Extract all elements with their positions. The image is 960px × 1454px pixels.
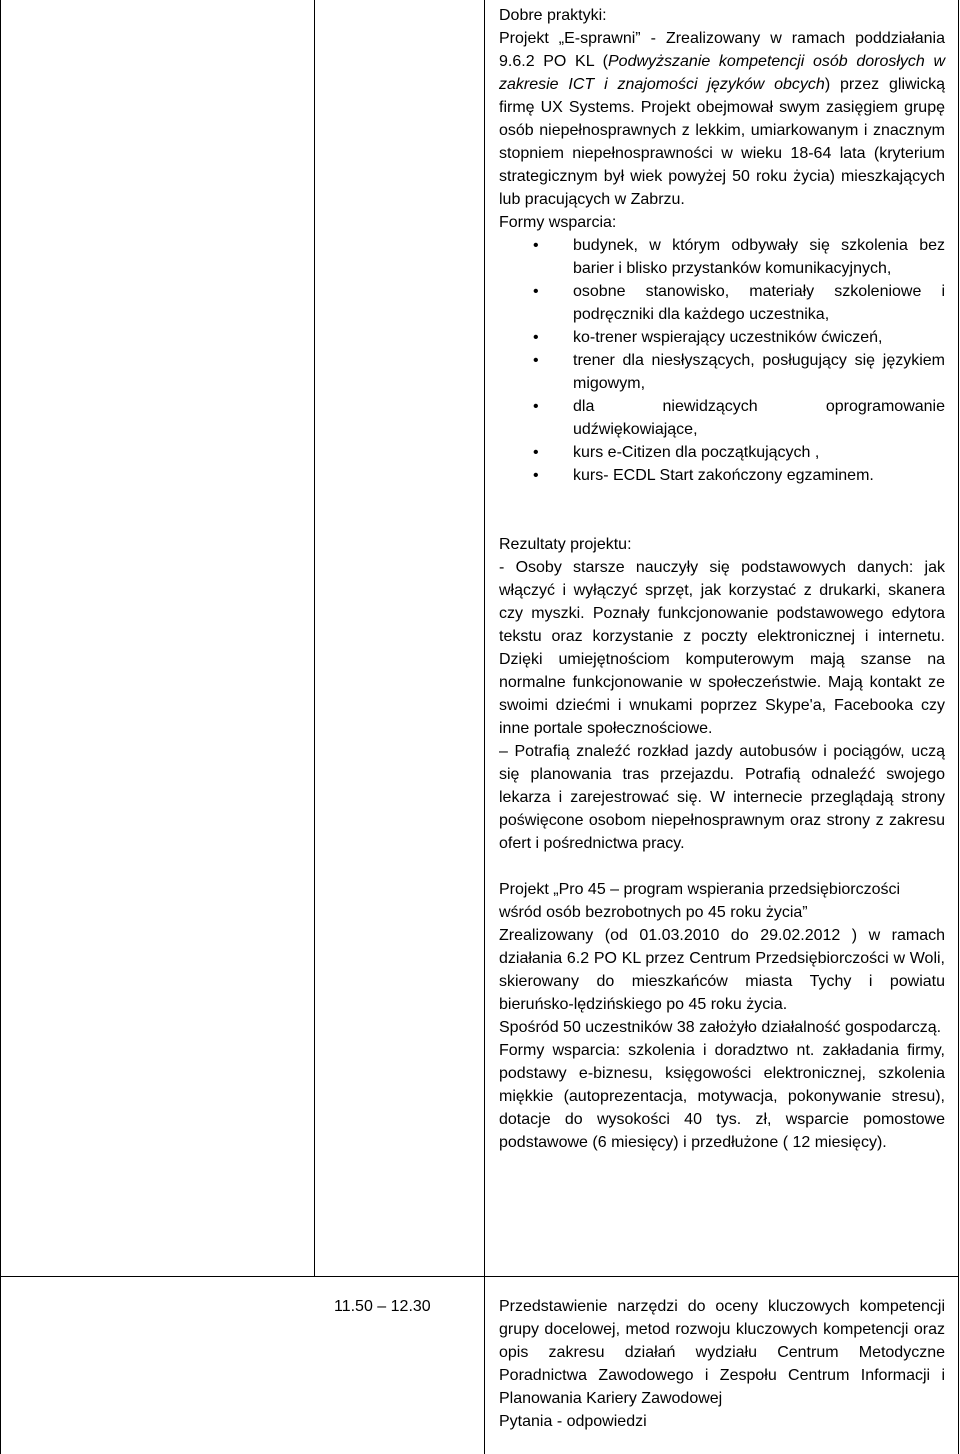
table-divider-time [314,0,315,1276]
agenda-time: 11.50 – 12.30 [334,1298,431,1315]
intro-text-italic: Podwyższanie kompetencji osób dorosłych w zakresie ICT i znajomości języków obcych [499,53,946,93]
project-pro45-realization: Zrealizowany (od 01.03.2010 do 29.02.2012 ) w ramach działania 6.2 PO KL przez Centrum Przedsiębiorczości w Woli, skierowany do mieszkańców miasta Tychy i powiatu bieruńsko-lędzińskiego po 45 roku życia. [499,927,945,1013]
table-border-left [0,0,1,1454]
list-item-text: trener dla niesłyszących, posługujący się językiem migowym, [573,352,945,392]
spacer [499,510,945,533]
bullet-icon: • [533,444,539,461]
list-item [499,441,945,464]
agenda-description-cell [499,1295,945,1433]
agenda-qa: Pytania - odpowiedzi [499,1413,647,1430]
intro-text-start: Projekt „E-sprawni” - Zrealizowany w ramach poddziałania 9.6.2 PO KL ( [499,30,945,70]
bullet-icon: • [533,283,539,300]
list-item-text: kurs e-Citizen dla początkujących , [573,444,820,461]
spacer [499,855,945,878]
bullet-icon: • [533,329,539,346]
list-item-text: ko-trener wspierający uczestników ćwiczeń, [573,329,883,346]
table-divider-main [484,0,485,1454]
list-item [499,349,945,395]
bullet-icon: • [533,352,539,369]
list-item-text: dla niewidzących oprogramowanie udźwiękowiające, [573,398,945,438]
project-pro45-title: Projekt „Pro 45 – program wspierania przedsiębiorczości wśród osób bezrobotnych po 45 roku życia” [499,881,901,921]
intro-text-end: ) przez gliwicką firmę UX Systems. Projekt obejmował swym zasięgiem grupę osób niepełnosprawnych z lekkim, umiarkowanym i znacznym stopniem niepełnosprawności w wieku 18-64 lata (kryterium strategicznym był wiek powyżej 50 roku życia) mieszkających lub pracujących w Zabrzu. [499,76,946,208]
list-item [499,280,945,326]
good-practices-heading: Dobre praktyki: [499,7,607,24]
project-results-heading: Rezultaty projektu: [499,536,632,553]
bullet-icon: • [533,398,539,415]
forms-of-support-heading: Formy wsparcia: [499,214,617,231]
project-results-paragraph: - Osoby starsze nauczyły się podstawowych danych: jak włączyć i wyłączyć sprzęt, jak korzystać z drukarki, skanera czy myszki. Poznały funkcjonowanie podstawowego edytora tekstu oraz korzystanie z poczty elektronicznej i internetu. Dzięki umiejętnościom komputerowym mają szanse na normalne funkcjonowanie w społeczeństwie. Mają kontakt ze swoimi dziećmi i wnukami poprzez Skype'a, Facebooka czy inne portale społecznościowe. [499,559,945,737]
main-content-cell [499,4,945,1154]
agenda-description: Przedstawienie narzędzi do oceny kluczowych kompetencji grupy docelowej, metod rozwoju kluczowych kompetencji oraz opis zakresu działań wydziału Centrum Metodyczne Poradnictwa Zawodowego i Zespołu Centrum Informacji i Planowania Kariery Zawodowej [499,1298,945,1407]
table-row-separator [0,1276,959,1277]
bullet-icon: • [533,237,539,254]
list-item [499,395,945,441]
list-item [499,326,945,349]
project-e-sprawni-description [499,27,945,211]
spacer [499,487,945,510]
list-item [499,464,945,487]
list-item-text: osobne stanowisko, materiały szkoleniowe i podręczniki dla każdego uczestnika, [573,283,945,323]
project-pro45-forms: Formy wsparcia: szkolenia i doradztwo nt. zakładania firmy, podstawy e-biznesu, księgowości elektronicznej, szkolenia miękkie (autoprezentacja, motywacja, pokonywanie stresu), dotacje do wysokości 40 tys. zł, wsparcie pomostowe podstawowe (6 miesięcy) i przedłużone ( 12 miesięcy). [499,1042,945,1151]
list-item-text: budynek, w którym odbywały się szkolenia bez barier i blisko przystanków komunikacyjnych, [573,237,945,277]
project-pro45-participants: Spośród 50 uczestników 38 założyło działalność gospodarczą. [499,1019,942,1036]
project-results-paragraph-2: – Potrafią znaleźć rozkład jazdy autobusów i pociągów, uczą się planowania tras przejazdu. Potrafią odnaleźć swojego lekarza i zarejestrować się. W internecie przeglądają strony poświęcone osobom niepełnosprawnym oraz strony z zakresu ofert i pośrednictwa pracy. [499,743,945,852]
table-border-right [958,0,959,1454]
bullet-icon: • [533,467,539,484]
list-item [499,234,945,280]
forms-of-support-list [499,234,945,487]
list-item-text: kurs- ECDL Start zakończony egzaminem. [573,467,874,484]
